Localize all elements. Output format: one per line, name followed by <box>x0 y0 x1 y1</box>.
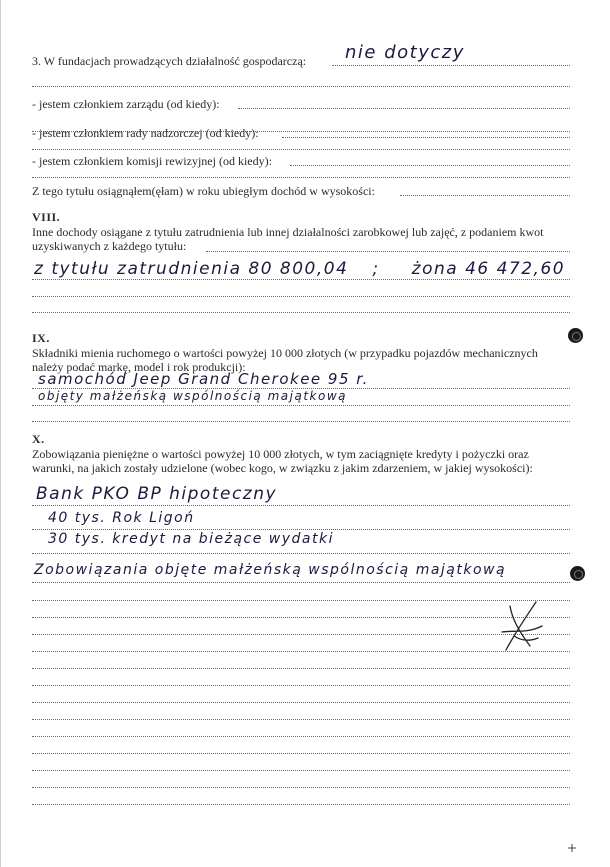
foundations-dots <box>332 65 570 66</box>
liability-entry-1: Bank PKO BP hipoteczny <box>36 484 278 504</box>
section-x-dots-5 <box>32 600 570 601</box>
audit-dots <box>290 165 570 166</box>
section-x-dots-9 <box>32 668 570 669</box>
income-entry-b: żona 46 472,60 <box>411 259 566 279</box>
section-x-dots-16 <box>32 787 570 788</box>
section-x-dots-8 <box>32 651 570 652</box>
section-x-dots-6 <box>32 617 570 618</box>
foundations-dots-2 <box>32 86 570 87</box>
section-viii-dots-1 <box>206 251 570 252</box>
section-x-dots-13 <box>32 736 570 737</box>
section-viii-desc-1: Inne dochody osiągane z tytułu zatrudnienia lub innej działalności zarobkowej lub zajęć, z podaniem kwot <box>32 225 544 239</box>
section-ix-dots-2 <box>32 405 570 406</box>
punch-hole-bottom <box>570 566 585 581</box>
section-x-dots-7 <box>32 634 570 635</box>
page-edge <box>0 0 1 867</box>
section-ix-desc-1: Składniki mienia ruchomego o wartości powyżej 10 000 złotych (w przypadku pojazdów mechanicznych <box>32 346 538 360</box>
section-x-dots-17 <box>32 804 570 805</box>
section-viii-desc-2: uzyskiwanych z każdego tytułu: <box>32 239 187 253</box>
liability-entry-2: 40 tys. Rok Ligoń <box>48 510 195 526</box>
section-viii-dots-4 <box>32 312 570 313</box>
board-dots <box>238 108 570 109</box>
section-ix-heading: IX. <box>32 331 50 345</box>
supervisory-dots <box>282 137 570 138</box>
page-corner-mark <box>566 842 578 854</box>
income-dots <box>400 195 570 196</box>
liability-entry-3: 30 tys. kredyt na bieżące wydatki <box>48 531 334 547</box>
section-x-dots-4 <box>32 582 570 583</box>
movable-entry-2: objęty małżeńską wspólnością majątkową <box>38 389 347 403</box>
liability-entry-4: Zobowiązania objęte małżeńską wspólnością majątkową <box>34 562 507 578</box>
section-x-dots-2 <box>32 529 570 530</box>
section-x-dots-3 <box>32 553 570 554</box>
section-x-dots-15 <box>32 770 570 771</box>
section-x-desc-2: warunki, na jakich zostały udzielone (wobec kogo, w związku z jakim zdarzeniem, w jakiej wysokości): <box>32 461 533 475</box>
strike-through-mark <box>492 596 552 656</box>
audit-dots-2 <box>32 177 570 178</box>
supervisory-dots-2 <box>32 149 570 150</box>
income-label: Z tego tytułu osiągnąłem(ęłam) w roku ubiegłym dochód w wysokości: <box>32 184 375 198</box>
income-entry-sep: ; <box>372 259 380 279</box>
section-x-dots-11 <box>32 702 570 703</box>
section-x-dots-12 <box>32 719 570 720</box>
audit-label: - jestem członkiem komisji rewizyjnej (od kiedy): <box>32 154 272 168</box>
section-ix-desc-2: należy podać markę, model i rok produkcji): <box>32 360 246 374</box>
foundations-label: 3. W fundacjach prowadzących działalność gospodarczą: <box>32 54 307 68</box>
movable-entry-1: samochód Jeep Grand Cherokee 95 r. <box>38 370 369 388</box>
section-viii-dots-3 <box>32 296 570 297</box>
supervisory-label: - jestem członkiem rady nadzorczej (od kiedy): <box>32 126 259 140</box>
section-x-dots-1 <box>32 505 570 506</box>
foundations-handwritten: nie dotyczy <box>345 42 465 63</box>
section-viii-heading: VIII. <box>32 210 61 224</box>
section-ix-dots-3 <box>32 421 570 422</box>
income-entry-a: z tytułu zatrudnienia 80 800,04 <box>34 259 349 279</box>
section-x-dots-14 <box>32 753 570 754</box>
income-entry-handwritten <box>34 259 565 279</box>
section-viii-dots-2 <box>32 279 570 280</box>
section-x-desc-1: Zobowiązania pieniężne o wartości powyżej 10 000 złotych, w tym zaciągnięte kredyty i pożyczki oraz <box>32 447 529 461</box>
section-x-dots-10 <box>32 685 570 686</box>
section-x-heading: X. <box>32 432 45 446</box>
board-label: - jestem członkiem zarządu (od kiedy): <box>32 97 220 111</box>
